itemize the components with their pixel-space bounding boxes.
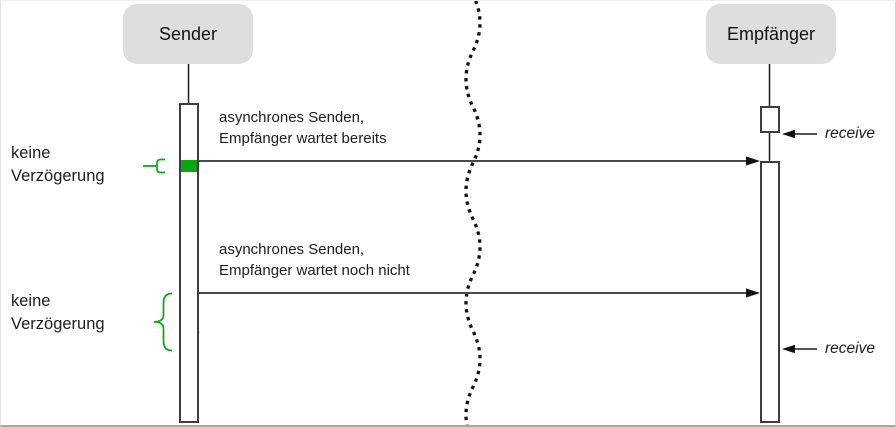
receive-label-1: receive xyxy=(825,125,875,142)
green-curly-brace-icon xyxy=(154,294,172,351)
wavy-dotted-divider xyxy=(466,1,480,425)
delay1-line2: Verzögerung xyxy=(11,167,105,185)
lifeline-header-sender xyxy=(123,4,253,64)
message2-label-line1: asynchrones Senden, xyxy=(219,241,365,258)
message2-label xyxy=(219,239,410,281)
empfaenger-activation-bar-long xyxy=(760,161,780,423)
sender-activation-bar xyxy=(179,103,199,423)
empfaenger-label: Empfänger xyxy=(726,23,816,44)
delay1-line1: keine xyxy=(11,144,51,162)
delay2-line2: Verzögerung xyxy=(11,315,105,333)
receive2-arrowhead-icon xyxy=(782,345,795,354)
receive-label-2: receive xyxy=(825,340,875,357)
message2-arrowhead-icon xyxy=(746,288,760,297)
green-send-segment xyxy=(181,160,197,172)
small-green-bracket-icon xyxy=(143,160,165,173)
message1-label-line1: asynchrones Senden, xyxy=(219,109,365,126)
message2-label-line2: Empfänger wartet noch nicht xyxy=(219,262,410,279)
message1-label xyxy=(219,107,387,149)
empfaenger-activation-bar-small xyxy=(760,106,780,133)
receive1-arrowhead-icon xyxy=(782,130,795,139)
sender-label: Sender xyxy=(158,23,218,44)
delay2-line1: keine xyxy=(11,292,51,310)
message1-arrowhead-icon xyxy=(746,156,760,165)
lifeline-header-empfaenger xyxy=(706,4,836,64)
delay-annotation-2 xyxy=(11,290,105,336)
message1-label-line2: Empfänger wartet bereits xyxy=(219,130,387,147)
delay-annotation-1 xyxy=(11,142,105,188)
